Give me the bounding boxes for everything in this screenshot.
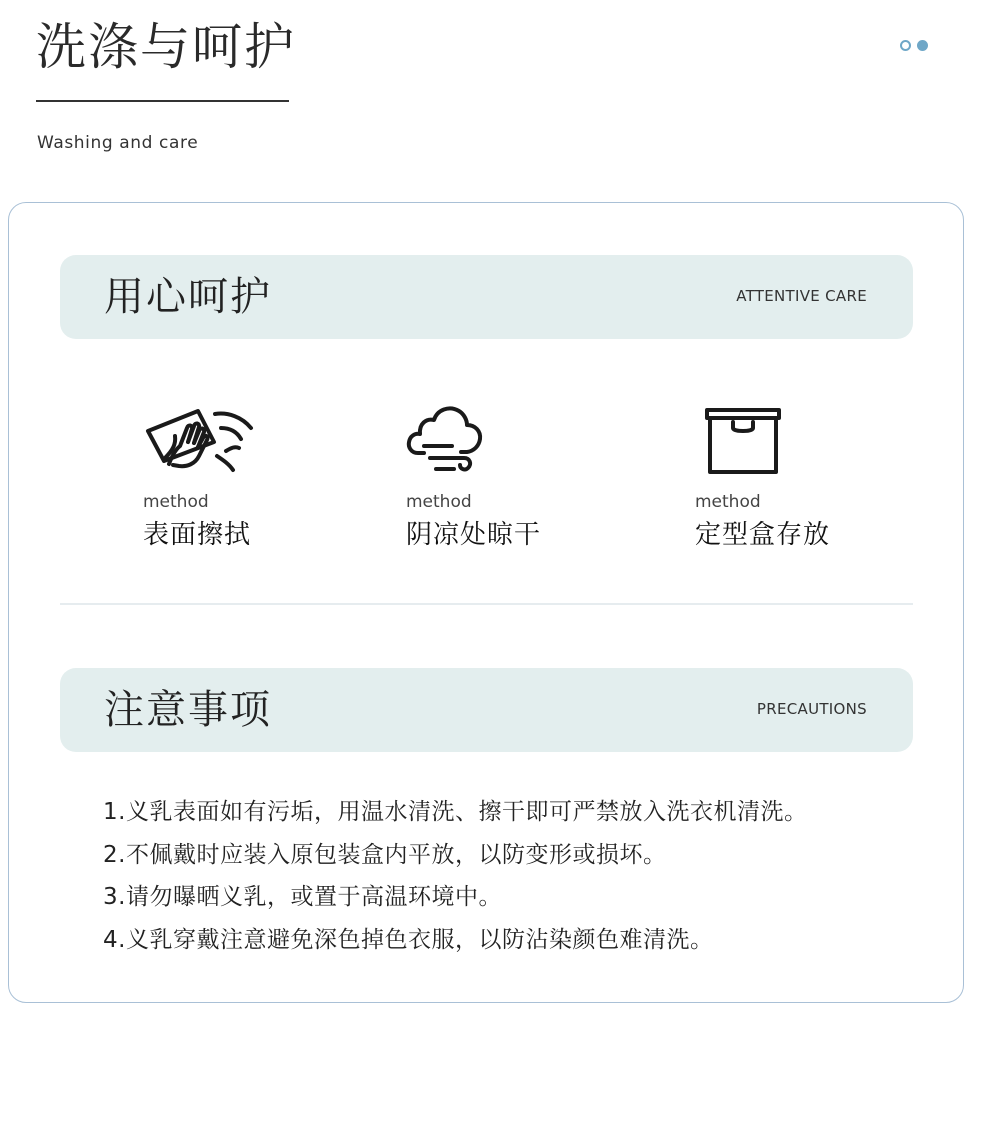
page-subtitle: Washing and care [37, 133, 199, 153]
section-title-precautions: 注意事项 [104, 687, 272, 733]
cloud-wind-icon [406, 398, 486, 478]
section-title-care: 用心呵护 [104, 274, 272, 320]
method-label-en: method [143, 492, 209, 512]
wiping-hand-icon [143, 398, 255, 478]
precautions-list [103, 791, 807, 961]
method-label-en: method [695, 492, 761, 512]
pager-dot-1[interactable] [900, 40, 911, 51]
attentive-care-header [60, 255, 913, 339]
section-title-precautions-en: PRECAUTIONS [756, 700, 867, 718]
method-box-storage [695, 398, 895, 550]
precautions-header [60, 668, 913, 752]
method-air-dry [406, 398, 606, 550]
pager-dot-2[interactable] [917, 40, 928, 51]
list-item: 2.不佩戴时应装入原包装盒内平放，以防变形或损坏。 [103, 841, 667, 868]
method-label: 阴凉处晾干 [406, 520, 542, 550]
list-item: 1.义乳表面如有污垢，用温水清洗、擦干即可严禁放入洗衣机清洗。 [103, 799, 808, 825]
method-label: 定型盒存放 [695, 520, 831, 550]
pager-dots [900, 40, 928, 51]
method-label-en: method [406, 492, 472, 512]
list-item: 4.义乳穿戴注意避免深色掉色衣服，以防沾染颜色难清洗。 [103, 926, 714, 953]
method-label: 表面擦拭 [143, 520, 252, 550]
care-card [8, 202, 964, 1003]
section-title-care-en: ATTENTIVE CARE [736, 287, 867, 305]
page-title: 洗涤与呵护 [36, 18, 296, 76]
section-divider [60, 603, 913, 605]
list-item: 3.请勿曝晒义乳，或置于高温环境中。 [103, 884, 502, 910]
method-wipe [143, 398, 343, 550]
storage-box-icon [695, 398, 785, 478]
title-underline [36, 100, 289, 102]
